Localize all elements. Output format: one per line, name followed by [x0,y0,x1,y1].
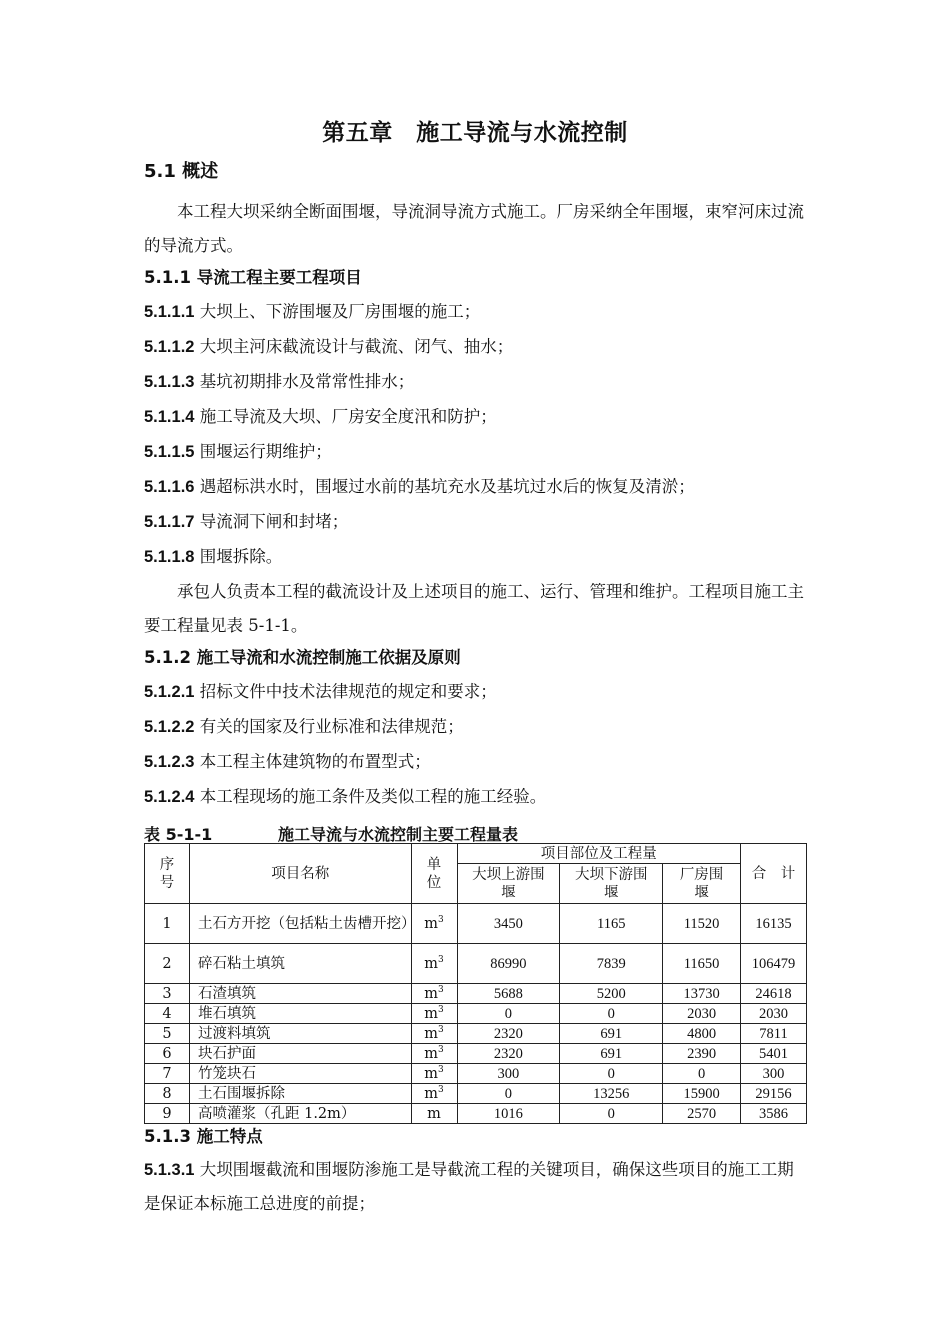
cell-unit: $m^3$ [411,1004,457,1024]
cell-upstream: 0 [457,1084,560,1104]
clause-number: 5.1.3.1 [144,1161,195,1179]
clause-text: 大坝主河床截流设计与截流、闭气、抽水； [199,337,514,356]
cell-upstream: 86990 [457,944,560,984]
section-5-1-2-heading [144,648,809,668]
cell-downstream: 7839 [560,944,663,984]
cell-downstream: 5200 [560,984,663,1004]
cell-upstream: 0 [457,1004,560,1024]
clause-text: 大坝围堰截流和围堰防渗施工是导截流工程的关键项目，确保这些项目的施工工期是保证本标施工总进度的前提； [144,1160,794,1213]
table-row [145,984,807,1004]
cell-name: 过渡料填筑 [189,1024,411,1044]
header-upstream: 大坝上游围堰 [457,864,560,904]
clause-5-1-2-2 [144,717,809,737]
cell-name: 石渣填筑 [189,984,411,1004]
clause-text: 围堰拆除。 [199,547,283,566]
cell-downstream: 691 [560,1044,663,1064]
clause-number: 5.1.1.2 [144,338,195,356]
cell-total: 29156 [741,1084,807,1104]
header-group: 项目部位及工程量 [457,844,741,864]
cell-downstream: 691 [560,1024,663,1044]
cell-no: 4 [145,1004,190,1024]
cell-upstream: 1016 [457,1104,560,1124]
section-title: 导流工程主要工程项目 [196,268,362,287]
cell-total: 3586 [741,1104,807,1124]
cell-downstream: 0 [560,1004,663,1024]
intro-paragraph: 本工程大坝采纳全断面围堰，导流洞导流方式施工。厂房采纳全年围堰，束窄河床过流的导流方式。 [144,202,804,255]
clause-5-1-1-2 [144,337,809,357]
cell-upstream: 2320 [457,1024,560,1044]
table-row [145,1084,807,1104]
section-number: 5.1.2 [144,648,191,667]
table-row [145,1064,807,1084]
cell-no: 6 [145,1044,190,1064]
cell-plant: 0 [663,1064,741,1084]
cell-no: 9 [145,1104,190,1124]
section-5-1-3-heading [144,1127,809,1147]
cell-total: 106479 [741,944,807,984]
clause-text: 遇超标洪水时，围堰过水前的基坑充水及基坑过水后的恢复及清淤； [199,477,695,496]
cell-total: 300 [741,1064,807,1084]
clause-5-1-2-1 [144,682,809,702]
cell-unit: m [411,1104,457,1124]
cell-unit: $m^3$ [411,1084,457,1104]
quantities-table [144,843,807,1124]
cell-upstream: 3450 [457,904,560,944]
cell-name: 土石围堰拆除 [189,1084,411,1104]
cell-name: 块石护面 [189,1044,411,1064]
cell-unit: $m^3$ [411,984,457,1004]
clause-5-1-3-1 [144,1153,809,1221]
cell-total: 16135 [741,904,807,944]
cell-unit: $m^3$ [411,1044,457,1064]
clause-text: 导流洞下闸和封堵； [199,512,349,531]
cell-no: 2 [145,944,190,984]
clause-number: 5.1.2.2 [144,718,195,736]
section-number: 5.1 [144,161,176,182]
clause-5-1-1-4 [144,407,809,427]
cell-plant: 11520 [663,904,741,944]
clause-number: 5.1.2.1 [144,683,195,701]
table-caption-id: 表 5-1-1 [144,825,213,844]
table-row [145,944,807,984]
cell-total: 7811 [741,1024,807,1044]
cell-plant: 2570 [663,1104,741,1124]
header-plant: 厂房围堰 [663,864,741,904]
cell-name: 高喷灌浆（孔距 1.2m） [189,1104,411,1124]
clause-text: 围堰运行期维护； [199,442,332,461]
clause-5-1-1-8 [144,547,809,567]
table-row [145,1104,807,1124]
table-row [145,1004,807,1024]
table-caption-title: 施工导流与水流控制主要工程量表 [278,825,519,844]
clause-text: 有关的国家及行业标准和法律规范； [199,717,464,736]
clause-number: 5.1.1.5 [144,443,195,461]
cell-plant: 15900 [663,1084,741,1104]
header-unit: 单位 [411,844,457,904]
cell-downstream: 13256 [560,1084,663,1104]
section-title: 施工特点 [196,1127,263,1146]
cell-name: 竹笼块石 [189,1064,411,1084]
clause-number: 5.1.1.4 [144,408,195,426]
section-title: 概述 [182,161,219,182]
section-number: 5.1.1 [144,268,191,287]
cell-upstream: 5688 [457,984,560,1004]
cell-plant: 4800 [663,1024,741,1044]
cell-unit: $m^3$ [411,1024,457,1044]
clause-number: 5.1.2.3 [144,753,195,771]
cell-plant: 11650 [663,944,741,984]
cell-plant: 2030 [663,1004,741,1024]
table-row [145,1024,807,1044]
clause-5-1-1-1 [144,302,809,322]
header-name: 项目名称 [189,844,411,904]
section-5-1-heading [144,162,809,182]
header-no: 序号 [145,844,190,904]
cell-unit: $m^3$ [411,1064,457,1084]
responsibility-paragraph: 承包人负责本工程的截流设计及上述项目的施工、运行、管理和维护。工程项目施工主要工程量见表 5-1-1。 [144,582,804,635]
cell-unit: $m^3$ [411,904,457,944]
cell-total: 5401 [741,1044,807,1064]
clause-text: 基坑初期排水及常常性排水； [199,372,415,391]
section-title: 施工导流和水流控制施工依据及原则 [196,648,461,667]
clause-text: 施工导流及大坝、厂房安全度汛和防护； [199,407,497,426]
cell-downstream: 0 [560,1064,663,1084]
cell-upstream: 2320 [457,1044,560,1064]
clause-number: 5.1.1.7 [144,513,195,531]
cell-name: 堆石填筑 [189,1004,411,1024]
chapter-title: 第五章 施工导流与水流控制 [322,120,628,146]
clause-5-1-2-4 [144,787,809,807]
table-row [145,904,807,944]
cell-downstream: 1165 [560,904,663,944]
cell-total: 24618 [741,984,807,1004]
clause-text: 本工程主体建筑物的布置型式； [199,752,431,771]
cell-downstream: 0 [560,1104,663,1124]
clause-number: 5.1.2.4 [144,788,195,806]
cell-no: 8 [145,1084,190,1104]
clause-text: 招标文件中技术法律规范的规定和要求； [199,682,497,701]
cell-no: 1 [145,904,190,944]
clause-text: 本工程现场的施工条件及类似工程的施工经验。 [199,787,547,806]
header-total: 合 计 [741,844,807,904]
clause-5-1-1-5 [144,442,809,462]
cell-plant: 13730 [663,984,741,1004]
cell-total: 2030 [741,1004,807,1024]
section-number: 5.1.3 [144,1127,191,1146]
clause-5-1-1-6 [144,477,809,497]
section-5-1-1-heading [144,268,809,288]
cell-no: 3 [145,984,190,1004]
clause-number: 5.1.1.3 [144,373,195,391]
header-downstream: 大坝下游围堰 [560,864,663,904]
clause-number: 5.1.1.8 [144,548,195,566]
clause-5-1-1-7 [144,512,809,532]
table-caption [144,822,809,845]
clause-number: 5.1.1.1 [144,303,195,321]
cell-name: 碎石粘土填筑 [189,944,411,984]
cell-no: 5 [145,1024,190,1044]
cell-unit: $m^3$ [411,944,457,984]
clause-5-1-2-3 [144,752,809,772]
clause-number: 5.1.1.6 [144,478,195,496]
cell-plant: 2390 [663,1044,741,1064]
cell-upstream: 300 [457,1064,560,1084]
clause-5-1-1-3 [144,372,809,392]
table-row [145,1044,807,1064]
cell-name: 土石方开挖（包括粘土齿槽开挖） [189,904,411,944]
clause-text: 大坝上、下游围堰及厂房围堰的施工； [199,302,481,321]
cell-no: 7 [145,1064,190,1084]
